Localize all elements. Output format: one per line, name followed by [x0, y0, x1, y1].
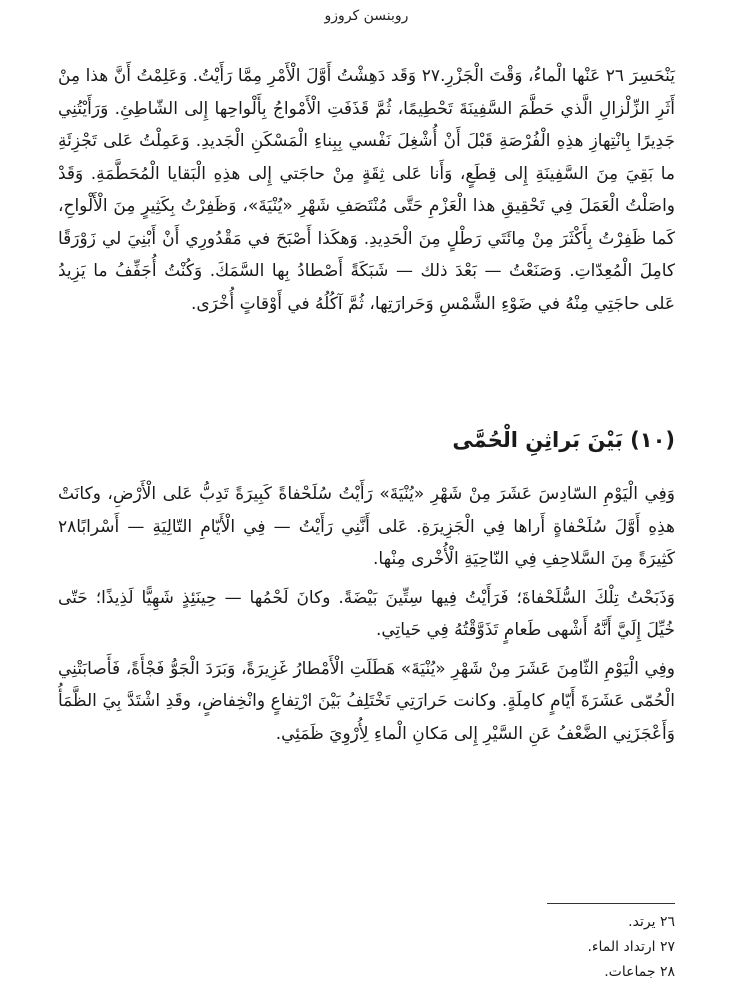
paragraph: يَنْحَسِرَ ٢٦ عَنْها الْماءُ، وَقْتَ الْجَزْرِ.٢٧ وَقَد دَهِشْتُ أَوَّلَ الْأَمْرِ مِمَّا رَأَيْتُ. وَعَلِمْتُ أَنَّ هذا مِنْ أَثَرِ الزِّلْزالِ الَّذي حَطَّمَ السَّفِينَةَ تَحْطِيمًا، ثُمَّ قَذَفَتِ الْأَمْواجُ بِأَلْواحِها إِلى الشّاطِئِ. وَرَأَيْتُنِي جَدِيرًا بِانْتِهازِ هذِهِ الْفُرْصَةِ قَبْلَ أَنْ أُشْغِلَ نَفْسي بِبِناءِ الْمَسْكَنِ الْجَديدِ. وَعَمِلْتُ عَلى تَجْزِئَةِ ما بَقِيَ مِنَ السَّفِينَةِ إِلى قِطَعٍ، وَأَنا عَلى ثِقَةٍ مِنْ حاجَتي إِلى هذِهِ الْبَقايا الْمُحَطَّمَةِ. وَقَدْ واصَلْتُ الْعَمَلَ فِي تَحْقِيقِ هذا الْعَزْمِ حَتَّى مُنْتَصَفِ شَهْرِ «يُنْيَةَ»، وَظَفِرْتُ بِكَثِيرٍ مِنَ الْأَلْواحِ، كَما ظَفِرْتُ بِأَكْثَرَ مِنْ مِائَتَي رَطْلٍ مِنَ الْحَدِيدِ. وَهكَذا أَصْبَحَ في مَقْدُورِي أَنْ أَبْنِيَ لي زَوْرَقًا كامِلَ الْمُعِدّاتِ. وَصَنَعْتُ — بَعْدَ ذلك — شَبَكَةً أَصْطادُ بِها السَّمَكَ. وَكُنْتُ أُجَفِّفُ ما يَزِيدُ عَلى حاجَتِي مِنْهُ في ضَوْءِ الشَّمْسِ وَحَرارَتِها، ثُمَّ آكُلُهُ في أَوْقاتٍ أُخْرَى.	[58, 66, 675, 314]
footnote: ٢٦ يرتد.	[628, 914, 675, 930]
paragraph: وفِي الْيَوْمِ الثّامِنَ عَشَرَ مِنْ شَهْرِ «يُنْيَةَ» هَطَلَتِ الْأَمْطارُ غَزِيرَةً، وَبَرَدَ الْجَوُّ فَجْأَةً، فَأَصابَتْنِي الْحُمّى عَشَرَةَ أَيّامٍ كامِلَةٍ. وكانت حَرارَتِي تَخْتَلِفُ بَيْنَ ارْتِفاعٍ وانْخِفاضٍ، وقَدِ اشْتَدَّ بِيَ الظَّمَأُ وَأَعْجَزَنِي الضَّعْفُ عَنِ السَّيْرِ إِلى مَكانِ الْماءِ لِأُرْوِيَ ظَمَئِي.	[58, 658, 675, 744]
footnotes	[587, 910, 675, 985]
section-title: (١٠) بَيْنَ بَراثِنِ الْحُمَّى	[452, 428, 675, 452]
footnote: ٢٨ جماعات.	[604, 964, 675, 980]
paragraph: وَفِي الْيَوْمِ السّادِسَ عَشَرَ مِنْ شَهْرِ «يُنْيَةَ» رَأَيْتُ سُلَحْفاةً كَبِيرَةً تَدِبُّ عَلى الْأَرْضِ، وكانَتْ هذِهِ أَوَّلَ سُلَحْفاةٍ أَراها فِي الْجَزِيرَةِ. عَلى أَنَّنِي رَأَيْتُ — فِي الْأَيّامِ التّالِيَةِ — أَسْرابًا٢٨ كَثِيرَةً مِنَ السَّلاحِفِ فِي النّاحِيَةِ الْأُخْرى مِنْها.	[58, 484, 675, 569]
paragraph: وَذَبَحْتُ تِلْكَ السُّلَحْفاةَ؛ فَرَأَيْتُ فِيها سِتِّينَ بَيْضَةً. وكانَ لَحْمُها — حِينَئِذٍ شَهِيًّا لَذِيذًا؛ حَتّى خُيِّلَ إِلَيَّ أَنَّهُ أَشْهى طَعامٍ تَذَوَّقْتُهُ فِي حَياتِي.	[58, 587, 675, 640]
footnote: ٢٧ ارتداد الماء.	[587, 939, 675, 955]
running-head: روبنسن كروزو	[324, 8, 409, 24]
footnote-divider	[547, 903, 675, 904]
section-body	[58, 478, 675, 752]
body-text	[58, 60, 675, 320]
